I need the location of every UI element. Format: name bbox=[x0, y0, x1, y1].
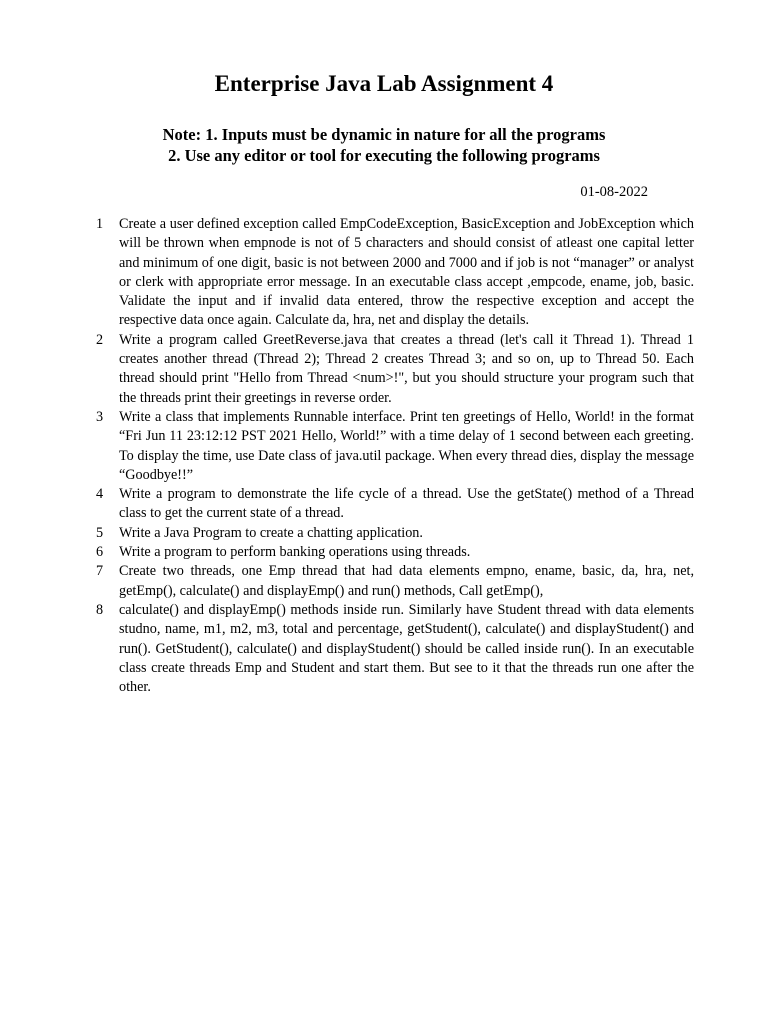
question-number: 1 bbox=[96, 216, 104, 232]
question-text: Write a class that implements Runnable interface. Print ten greetings of Hello, World! in the format “Fri Jun 11 23:12:12 PST 2021 Hello, World!” with a time delay of 1 second between each greeting. To display the time, use Date class of java.util package. When every thread dies, display the message “Goodbye!!” bbox=[119, 408, 694, 483]
question-number: 4 bbox=[96, 486, 104, 503]
question-text: Create two threads, one Emp thread that had data elements empno, ename, basic, da, hra, net, getEmp(), calculate() and displayEmp() and run() methods, Call getEmp(), bbox=[119, 563, 694, 599]
question-item bbox=[96, 562, 694, 601]
question-item bbox=[96, 543, 694, 562]
notes-block bbox=[0, 124, 768, 166]
question-item bbox=[96, 408, 694, 485]
question-item bbox=[96, 215, 694, 331]
question-item bbox=[96, 485, 694, 524]
question-text: calculate() and displayEmp() methods inside run. Similarly have Student thread with data elements studno, name, m1, m2, m3, total and percentage, getStudent(), calculate() and displayStudent() and run(). GetStudent(), calculate() and displayStudent() should be called inside run(). In an executable class create threads Emp and Student and start them. But see to it that the threads run one after the other. bbox=[119, 601, 694, 696]
note-line: Note: 1. Inputs must be dynamic in nature for all the programs bbox=[162, 125, 606, 144]
note-line: 2. Use any editor or tool for executing the following programs bbox=[168, 146, 600, 165]
question-number: 3 bbox=[96, 408, 104, 425]
question-text: Write a Java Program to create a chatting application. bbox=[119, 524, 423, 541]
question-item bbox=[96, 601, 694, 697]
question-number: 6 bbox=[96, 544, 104, 561]
document-date: 01-08-2022 bbox=[580, 184, 648, 200]
question-number: 8 bbox=[96, 601, 104, 618]
question-list bbox=[96, 215, 694, 697]
question-item bbox=[96, 524, 694, 543]
document-title: Enterprise Java Lab Assignment 4 bbox=[214, 71, 554, 96]
question-text: Write a program called GreetReverse.java that creates a thread (let's call it Thread 1). Thread 1 creates another thread (Thread 2); Thread 2 creates Thread 3; and so on, up to Thread 50. Each thread should print "Hello from Thread <num>!", but you should structure your program such that the threads print their greetings in reverse order. bbox=[119, 331, 694, 406]
question-number: 2 bbox=[96, 331, 104, 348]
question-text: Write a program to perform banking operations using threads. bbox=[119, 544, 471, 561]
question-number: 5 bbox=[96, 524, 104, 541]
question-text: Write a program to demonstrate the life cycle of a thread. Use the getState() method of a Thread class to get the current state of a thread. bbox=[119, 486, 694, 522]
question-number: 7 bbox=[96, 563, 104, 580]
question-item bbox=[96, 331, 694, 408]
question-text: Create a user defined exception called EmpCodeException, BasicException and JobException which will be thrown when empnode is not of 5 characters and should consist of atleast one capital letter and minimum of one digit, basic is not between 2000 and 7000 and if job is not “manager” or analyst or clerk with appropriate error message. In an executable class accept ,empcode, ename, job, basic. Validate the input and if invalid data entered, throw the respective exception and accept the respective data once again. Calculate da, hra, net and display the details. bbox=[119, 216, 694, 329]
